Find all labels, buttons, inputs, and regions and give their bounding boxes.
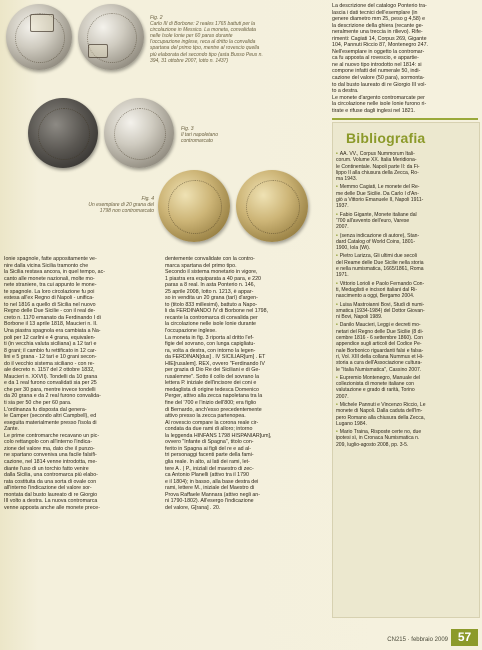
coin-fig3-obverse <box>28 98 98 168</box>
page-footer <box>338 629 478 646</box>
coin-fig4-obverse <box>158 170 230 242</box>
bib-item: • Fabio Gigante, Monete italiane dal '700 all'avvento dell'euro, Varese 2007. <box>336 211 417 231</box>
caption-fig2: Fig. 2 Carlo III di Borbone: 2 reales 1765 battuti per la circolazione in Messico. La moneta, convalidata nelle Isole Ionie per 60 paras durante l'occupazione inglese, reca al dritto la convalida spartana del primo tipo, mentre al rovescio quella più elaborata del secondo tipo (asta Busso Peus n. 394, 31 ottobre 2007, lotto n. 1437) <box>150 15 263 64</box>
page-number: 57 <box>451 629 478 646</box>
bib-item: • Vittorio Lorioli e Paolo Fernando Con- ti, Medaglisti e incisori italiani dal Ri- nascimento a oggi, Bergamo 2004. <box>336 280 425 300</box>
bib-item: • (senza indicazione di autore), Stan- dard Catalog of World Coins, 1801- 1900, Iola (Wi). <box>336 232 420 252</box>
divider-rule <box>332 118 478 120</box>
coin-fig2-reverse <box>78 4 144 70</box>
issue-label: CN215 · febbraio 2009 <box>387 637 448 643</box>
bibliography-list <box>336 151 474 450</box>
bib-item: • Michele Pannuti e Vincenzo Riccio, Le monete di Napoli. Dalla caduta dell'Im- pero Romano alla chiusura della Zecca, Lugano 1984. <box>336 401 426 427</box>
bibliography-title: Bibliografia <box>346 130 426 146</box>
bib-item: • Luisa Mastroianni Bovi, Studi di numi- smatica (1934-1984) del Dottor Giovan- ni Bovi, Napoli 1989. <box>336 301 425 321</box>
text-column-left: Ionie spagnole, fatte appositamente ve- nire dalla vicina Sicilia tramonto che la Sicilia restava ancora, in quel tempo, ac- canto alle monete nazionali, molte mo- nete straniere, tra cui appunto le mone- te spagnole. La loro circolazione fu poi estesa all'ex Regno di Napoli - unifica- to nel 1816 a quello di Sicilia nel nuovo Regno delle Due Sicilie - con il real de- creto n. 1170 emanato da Ferdinando I di Borbone il 13 aprile 1818, Maucieri n. II. Una piastra spagnola era cambiata a Na- poli per 12 carlini e 4 grana, equivalen- ti (in vecchia valuta siciliana) a 12 tarì e 8 grani; il cambio fu rettificato in 12 car- lini e 5 grana - 12 tarì e 10 grani secon- do il vecchio sistema siciliano - con re- ale decreto n. 1157 del 2 ottobre 1832, Maucieri n. XXVII). Tondelli da 10 grana e da 1 real furono convalidati sia per 25 che per 30 para, mentre invece tondelli da 20 grana e da 2 real furono convalida- ti sia per 50 che per 60 para. L'ordinanza fu disposta dal genera- le Camper (secondo altri Campbell), ed eseguita materialmente presso l'isola di Zante. Le prime contromarche recavano un pic- colo rettangolo con all'interno l'indica- zione del valore ma, dato che il punzo- ne spartano conveniva una facile falsifi- cazione, nel 1814 venne introdotta, me- diante l'uso di un torchio fatto venire dalla Sicilia, una contromarca più elabo- rata costituita da una sorta di ovale con all'interno l'indicazione del valore sor- montata dal busto laureato di re Giorgio III volto a destra. La nuova contromarca venne apposta anche alle monete prece- <box>4 256 105 511</box>
coin-fig2-obverse <box>6 4 72 70</box>
text-top-right: La descrizione del catalogo Ponterio tra- lascia i dati tecnici dell'esemplare (in genere diametro mm 25, peso g 4,58) e la descrizione della ghiera (recante ge- neralmente una treccia in rilievo). Rife- rimenti: Cagiati 14, Corpus 269, Gigante 104, Pannuti Riccio 87, Montenegro 247. Nell'esemplare in oggetto la contromar- ca fu apposta al rovescio, e appartie- ne al nuovo tipo introdotto nel 1814: si compone infatti del numerale 50, indi- cazione del valore (50 para), sormonta- to dal busto laureato di re Giorgio III vol- to a destra. Le monete d'argento contromarcate per la circolazione nelle isole Ionie furono ri- tirate e rifuse dagli inglesi nel 1821. <box>332 3 428 114</box>
coin-fig3-reverse <box>104 98 174 168</box>
bib-item: • Memmo Cagiati, Le monete del Re- me delle Due Sicilie. Da Carlo I d'An- giò a Vittorio Emanuele II, Napoli 1911- 1937. <box>336 184 424 210</box>
bib-item: • Mario Traina, Risposte certe no, due ipotesi sì, in Cronaca Numismatica n. 209, luglio-agosto 2008, pp. 3-5. <box>336 429 422 448</box>
coin-fig4-reverse <box>236 170 308 242</box>
text-column-middle: dentemente convalidate con la contro- marca spartana del primo tipo. Secondo il sistema monetario in vigore, 1 piastra era equiparata a 40 para, e 220 paras a 8 real. In asta Ponterio n. 146, 25 aprile 2008, lotto n. 1213, è appar- so in vendita un 20 grana (tarì) d'argen- to (titolo 833 millesimi), battuto a Napo- li da FERDINANDO IV di Borbone nel 1798, recante la contromarca di convalida per la circolazione nelle isole Ionie durante l'occupazione inglese. La moneta in fig. 3 riporta al dritto l'ef- figie del sovrano, con lunga capigliatu- ra, volta a destra, con intorno la legen- da FERDINAN[dus] . IV SICILIAR[um] . ET HIE[rusalem]. REX, ovvero "Ferdinando IV per grazia di Dio Re dei Siciliani e di Ge- rusalemme". Sotto il collo del sovrano la lettera P. iniziale dell'incisore dei coni e medaglista di origine tedesca Domenico Perger, attivo alla zecca napoletana tra la fine del '700 e l'inizio dell'800; era figlio di Bernardo, anch'esso precedentemente attivo presso la zecca partenopea. Al rovescio compare la corona reale cir- condata da due rami di alloro; intorno la leggenda HINFANS 1798 HISPANIAR[um], ovvero "Infante di Spagna", titolo con- ferito in Spagna ai figli del re e ad al- tri personaggi facenti parte della fami- glia reale. In alto, ai lati dei rami, let- tere A . | P., iniziali del maestro di zec- ca Antonio Planelli (attivo tra il 1790 e il 1804); in basso, alla base destra dei rami, lettere M., iniziale del Maestro di Prova Raffaele Mannara (attivo negli an- ni 1790-1802). All'esergo l'indicazione del valore, G[rana] . 20. <box>165 256 272 511</box>
bib-item: • AA. VV., Corpus Nummorum Itali- corum. Volume XX. Italia Meridiona- le Continentale. Napoli parte II: da Fi- lippo II alla chiusura della Zecca, Ro- ma 1943. <box>336 151 420 183</box>
bib-item: • Danilo Maucieri, Leggi e decreti mo- netari del Regno delle Due Sicilie (8 di- cembre 1816 - 6 settembre 1860). Con appendice sugli articoli del Codice Pe- nale Borbonico riguardanti falsi e falsa- ri, Vol. XIII della collana Nummus et Hi- storia a cura dell'Associazione cultura- le "Italia Numismatica", Cassino 2007. <box>336 322 424 373</box>
caption-fig3: Fig. 3 Il tari napoletano contromarcato <box>181 126 218 145</box>
bib-item: • Eupremio Montenegro, Manuale del collezionista di monete italiane con valutazione e grado di rarità, Torino 2007. <box>336 374 421 400</box>
caption-fig4: Fig. 4 Un esemplare di 20 grana del 1798 non contromarcato <box>88 196 154 215</box>
bib-item: • Pietro Larizza, Gli ultimi due secoli del Reame delle Due Sicilie nella storia e nella numismatica, 1665/1861, Roma 1971. <box>336 253 424 279</box>
